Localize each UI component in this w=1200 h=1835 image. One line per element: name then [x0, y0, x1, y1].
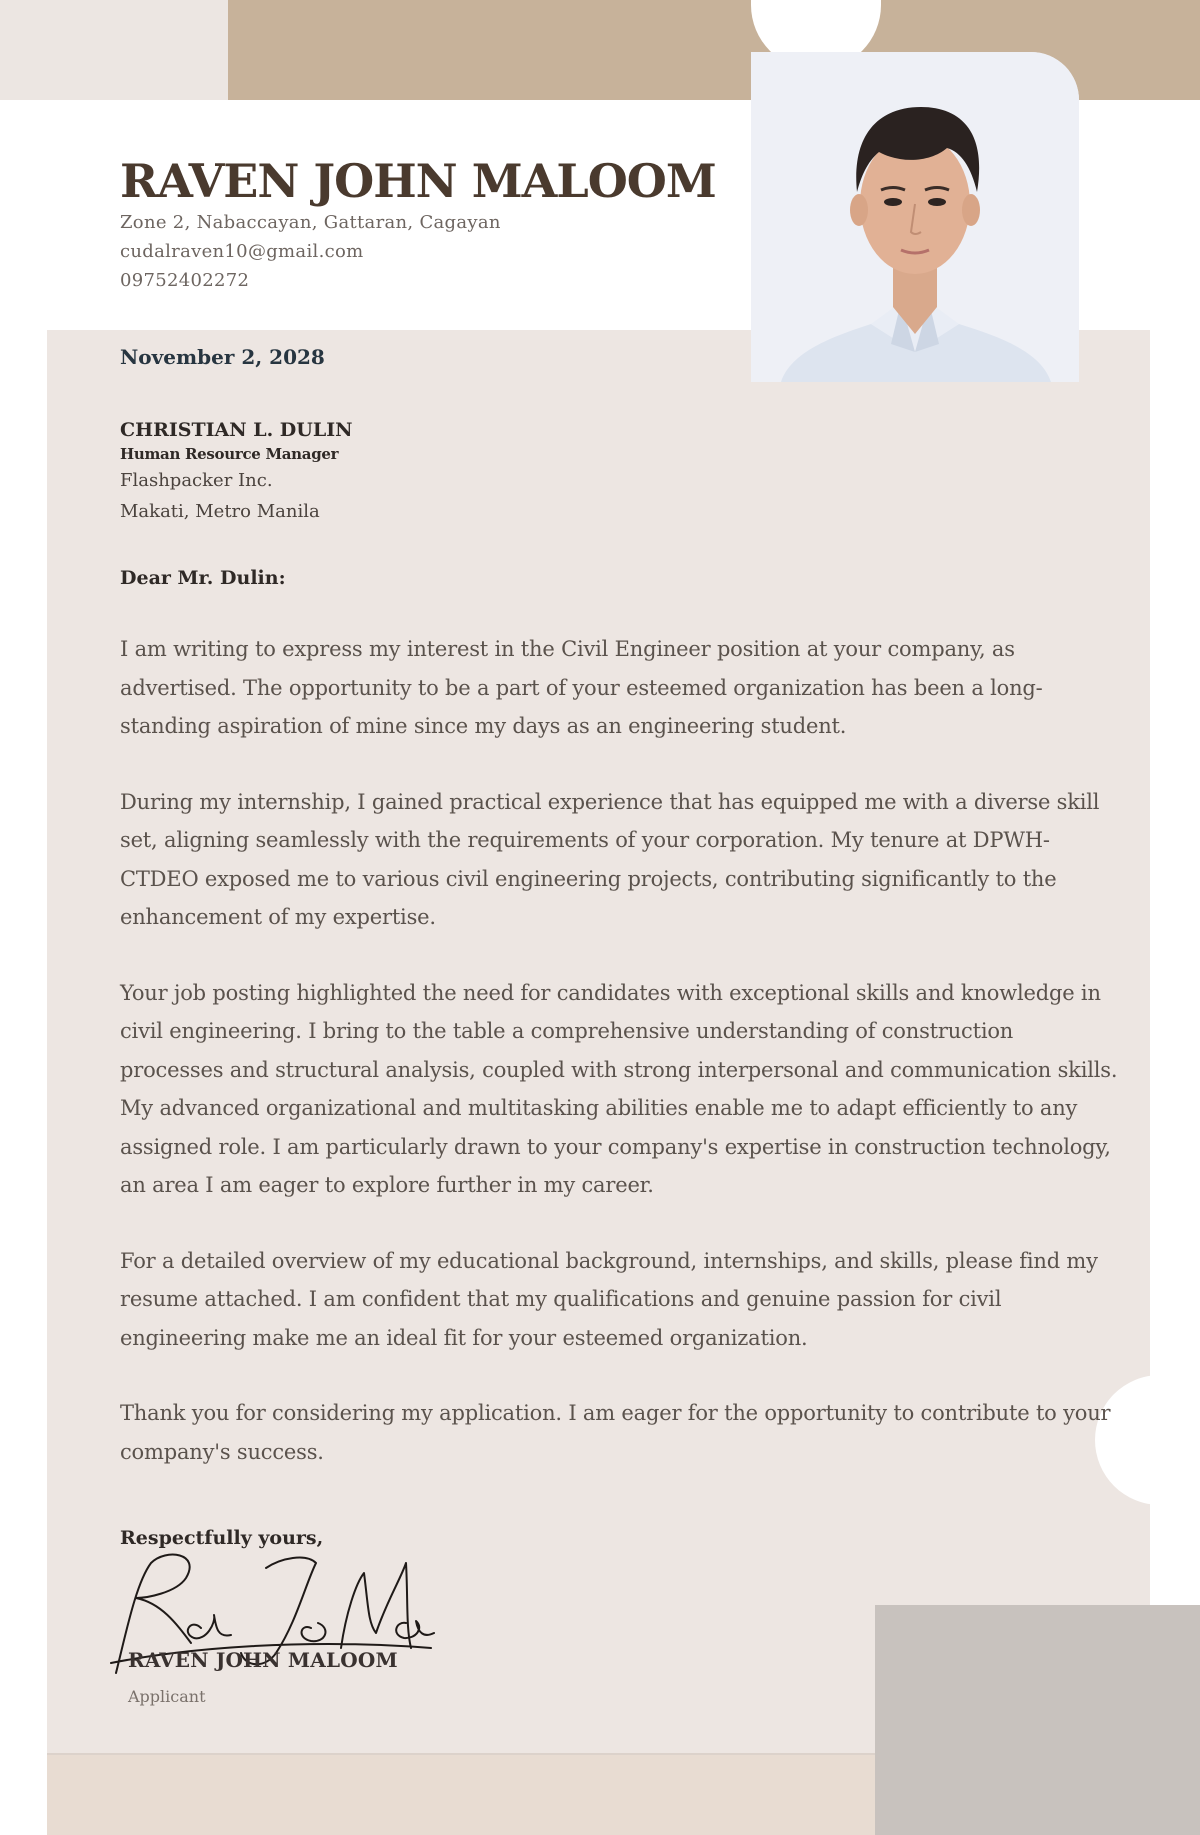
recipient-location: Makati, Metro Manila — [120, 501, 320, 522]
applicant-address: Zone 2, Nabaccayan, Gattaran, Cagayan — [120, 211, 501, 233]
recipient-title: Human Resource Manager — [120, 445, 339, 463]
top-left-decor-block — [0, 0, 228, 100]
salutation: Dear Mr. Dulin: — [120, 567, 286, 589]
body-paragraph: Thank you for considering my application. I am eager for the opportunity to contribute to your company's success. — [120, 1401, 1111, 1464]
signer-role: Applicant — [128, 1687, 206, 1706]
applicant-phone: 09752402272 — [120, 269, 250, 291]
applicant-name: RAVEN JOHN MALOOM — [120, 154, 716, 208]
cover-letter — [120, 345, 1120, 1706]
body-paragraph: Your job posting highlighted the need for candidates with exceptional skills and knowledge in civil engineering. I bring to the table a comprehensive understanding of construction processes and structural analysis, coupled with strong interpersonal and communication skills. My advanced organizational and multitasking abilities enable me to adapt efficiently to any assigned role. I am particularly drawn to your company's expertise in construction technology, an area I am eager to explore further in my career. — [120, 980, 1118, 1197]
recipient-name: CHRISTIAN L. DULIN — [120, 419, 353, 441]
bottom-right-decor-block — [875, 1605, 1200, 1835]
recipient-company: Flashpacker Inc. — [120, 470, 273, 491]
applicant-email: cudalraven10@gmail.com — [120, 240, 364, 262]
body-paragraph: During my internship, I gained practical experience that has equipped me with a diverse skill set, aligning seamlessly with the requirements of your corporation. My tenure at DPWH-CTDEO exposed me to various civil engineering projects, contributing significantly to the enhancement of my expertise. — [120, 789, 1100, 929]
portrait-illustration — [751, 52, 1079, 382]
letter-header — [120, 155, 760, 295]
profile-photo — [751, 52, 1079, 382]
closing: Respectfully yours, — [120, 1527, 324, 1549]
signer-name: RAVEN JOHN MALOOM — [128, 1648, 398, 1672]
bottom-left-decor-block — [47, 1755, 875, 1835]
body-paragraph: For a detailed overview of my educational background, internships, and skills, please find my resume attached. I am confident that my qualifications and genuine passion for civil engineering make me an ideal fit for your esteemed organization. — [120, 1248, 1098, 1350]
recipient-block — [120, 417, 1120, 527]
body-paragraph: I am writing to express my interest in the Civil Engineer position at your company, as advertised. The opportunity to be a part of your esteemed organization has been a long-standing aspiration of mine since my days as an engineering student. — [120, 637, 1043, 738]
letter-date: November 2, 2028 — [120, 345, 325, 369]
